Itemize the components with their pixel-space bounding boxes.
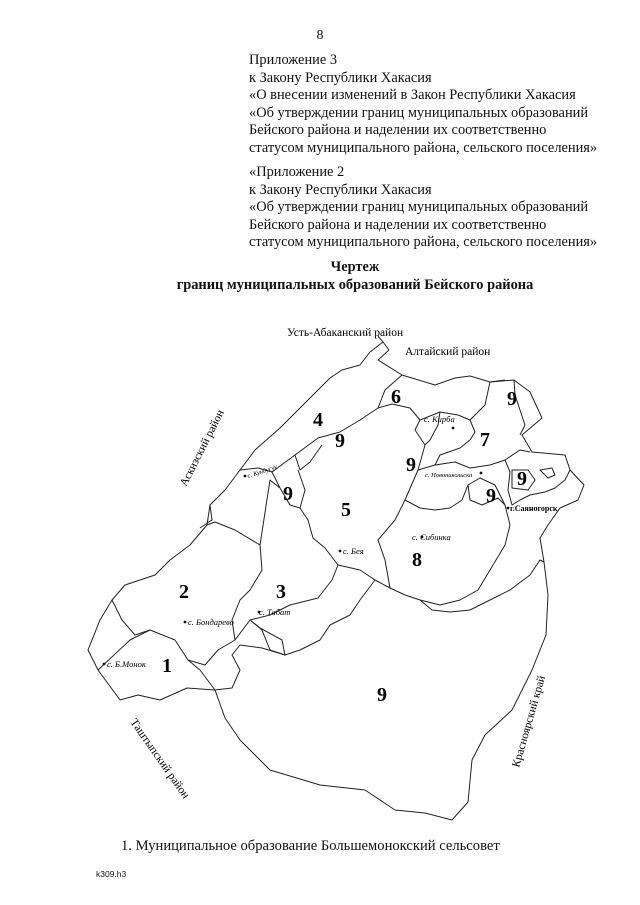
settlement-sibinka: с. Сибинка [412, 532, 451, 542]
boundary-zone-5 [298, 420, 425, 588]
appendix-3-line: к Закону Республики Хакасия [249, 69, 432, 86]
zone-7-label: 7 [480, 429, 490, 451]
neighbor-krasnoyarsk: Красноярский край [510, 674, 549, 769]
appendix-2-line: «Приложение 2 [249, 164, 345, 180]
appendix-3-line: «Об утверждении границ муниципальных образований [249, 104, 589, 121]
appendix-2-line: Бейского района и наделении их соответственно [249, 216, 547, 233]
drawing-title-line1: Чертеж [330, 259, 380, 275]
settlement-dot [184, 621, 187, 624]
neighbor-ust-abakan: Усть-Абаканский район [287, 327, 404, 339]
drawing-title-line2: границ муниципальных образований Бейского района [176, 276, 534, 293]
settlement-novonikolka: с. Новоникольска [425, 472, 473, 479]
zone-9-label: 9 [406, 454, 416, 476]
neighbor-tashtyp: Таштыпский район [127, 716, 192, 802]
page-number: 8 [316, 28, 324, 43]
zone-3-label: 3 [276, 581, 286, 603]
settlement-kundusuk: с. Кундусук [246, 463, 279, 480]
boundary-zone-9-south [215, 560, 544, 690]
zone-9-label: 9 [283, 483, 293, 505]
zone-4-label: 4 [313, 409, 323, 431]
appendix-3-line: статусом муниципального района, сельского поселения» [249, 139, 598, 156]
settlement-tabat: с. Табат [259, 607, 291, 617]
zone-8-label: 8 [412, 549, 422, 571]
settlement-bondarevo: с. Бондарево [188, 617, 234, 627]
appendix-2-line: статусом муниципального района, сельского поселения» [249, 234, 598, 251]
appendix-2-line: к Закону Республики Хакасия [249, 181, 432, 198]
settlement-dot [452, 427, 455, 430]
neighbor-askiz: Аскизский район [177, 407, 227, 489]
zone-9-label: 9 [517, 468, 527, 490]
settlement-beya: с. Бея [343, 546, 364, 556]
zone-9-label: 9 [377, 684, 387, 706]
zone-9-label: 9 [486, 485, 496, 507]
zone-9-label: 9 [507, 388, 517, 410]
appendix-3-line: Бейского района и наделении их соответственно [249, 122, 547, 139]
settlement-dot [507, 507, 510, 510]
district-outer-boundary [88, 342, 584, 820]
neighbor-altai: Алтайский район [405, 346, 491, 358]
settlement-bmonok: с. Б.Монок [107, 659, 146, 669]
settlement-kirba: с. Кирба [424, 414, 455, 424]
settlement-dot [244, 475, 247, 478]
zone-2-label: 2 [179, 581, 189, 603]
zone-6-label: 6 [391, 386, 401, 408]
boundary-sayanogorsk [505, 460, 570, 505]
document-code: k309.h3 [96, 869, 127, 879]
settlement-dot [339, 550, 342, 553]
boundary-zone-4 [240, 404, 420, 488]
zone-5-label: 5 [341, 499, 351, 521]
appendix-2-line: «Об утверждении границ муниципальных образований [249, 199, 589, 216]
appendix-3-line: «О внесении изменений в Закон Республики Хакасия [249, 87, 576, 104]
settlement-sayanogorsk: г.Саяногорск [510, 504, 558, 513]
municipality-caption: 1. Муниципальное образование Большемонокский сельсовет [121, 838, 500, 854]
zone-1-label: 1 [162, 655, 172, 677]
settlement-dot [480, 472, 483, 475]
appendix-3-line: Приложение 3 [249, 52, 338, 68]
settlement-dot [103, 663, 106, 666]
zone-9-label: 9 [335, 430, 345, 452]
